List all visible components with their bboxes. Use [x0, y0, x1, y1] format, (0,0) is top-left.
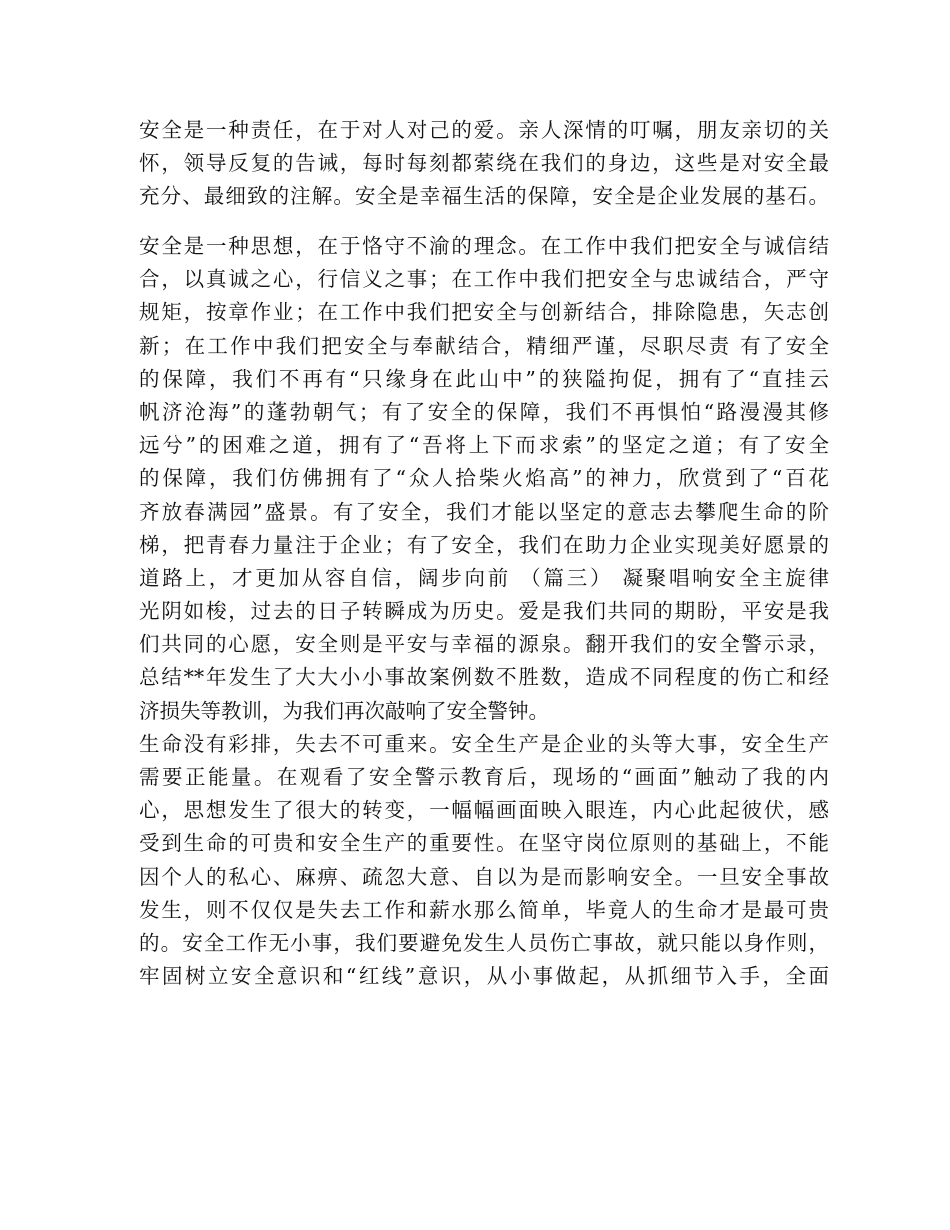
text-line: 道路上，才更加从容自信，阔步向前 （篇三） 凝聚唱响安全主旋律 — [139, 565, 829, 590]
text-line: 需要正能量。在观看了安全警示教育后，现场的“画面”触动了我的内 — [139, 765, 829, 789]
text-line: 齐放春满园”盛景。有了安全，我们才能以坚定的意志去攀爬生命的阶 — [139, 499, 829, 524]
text-line: 合，以真诚之心，行信义之事；在工作中我们把安全与忠诚结合，严守 — [139, 267, 829, 292]
text-line: 的。安全工作无小事，我们要避免发生人员伤亡事故，就只能以身作则， — [139, 930, 829, 955]
text-line: 的保障，我们仿佛拥有了“众人拾柴火焰高”的神力，欣赏到了“百花 — [139, 466, 829, 491]
text-line: 牢固树立安全意识和“红线”意识，从小事做起，从抓细节入手，全面 — [139, 964, 829, 989]
text-line: 的保障，我们不再有“只缘身在此山中”的狭隘拘促，拥有了“直挂云 — [139, 366, 829, 391]
text-line: 新；在工作中我们把安全与奉献结合，精细严谨，尽职尽责 有了安全 — [139, 333, 829, 358]
paragraph-thinking — [139, 230, 829, 993]
text-line: 生命没有彩排，失去不可重来。安全生产是企业的头等大事，安全生产 — [139, 731, 829, 756]
text-line: 安全是一种责任，在于对人对己的爱。亲人深情的叮嘱，朋友亲切的关 — [139, 118, 829, 142]
text-line: 怀，领导反复的告诫，每时每刻都萦绕在我们的身边，这些是对安全最 — [139, 151, 829, 176]
text-line: 发生，则不仅仅是失去工作和薪水那么简单，毕竟人的生命才是最可贵 — [139, 897, 829, 922]
text-line: 远兮”的困难之道，拥有了“吾将上下而求索”的坚定之道；有了安全 — [139, 433, 829, 458]
text-line: 总结**年发生了大大小小事故案例数不胜数，造成不同程度的伤亡和经 — [139, 665, 829, 690]
text-line: 心，思想发生了很大的转变，一幅幅画面映入眼连，内心此起彼伏，感 — [139, 798, 829, 823]
text-line: 充分、最细致的注解。安全是幸福生活的保障，安全是企业发展的基石。 — [139, 184, 829, 209]
text-line: 光阴如梭，过去的日子转瞬成为历史。爱是我们共同的期盼，平安是我 — [139, 599, 829, 624]
text-line: 受到生命的可贵和安全生产的重要性。在坚守岗位原则的基础上，不能 — [139, 831, 829, 856]
text-line: 济损失等教训，为我们再次敲响了安全警钟。 — [139, 698, 549, 723]
text-line: 安全是一种思想，在于恪守不渝的理念。在工作中我们把安全与诚信结 — [139, 234, 829, 258]
text-line: 因个人的私心、麻痹、疏忽大意、自以为是而影响安全。一旦安全事故 — [139, 864, 829, 889]
text-line: 梯，把青春力量注于企业；有了安全，我们在助力企业实现美好愿景的 — [139, 532, 829, 557]
text-line: 规矩，按章作业；在工作中我们把安全与创新结合，排除隐患，矢志创 — [139, 300, 829, 325]
paragraph-responsibility — [139, 114, 829, 214]
text-line: 帆济沧海”的蓬勃朝气；有了安全的保障，我们不再惧怕“路漫漫其修 — [139, 399, 829, 424]
text-line: 们共同的心愿，安全则是平安与幸福的源泉。翻开我们的安全警示录， — [139, 632, 829, 657]
